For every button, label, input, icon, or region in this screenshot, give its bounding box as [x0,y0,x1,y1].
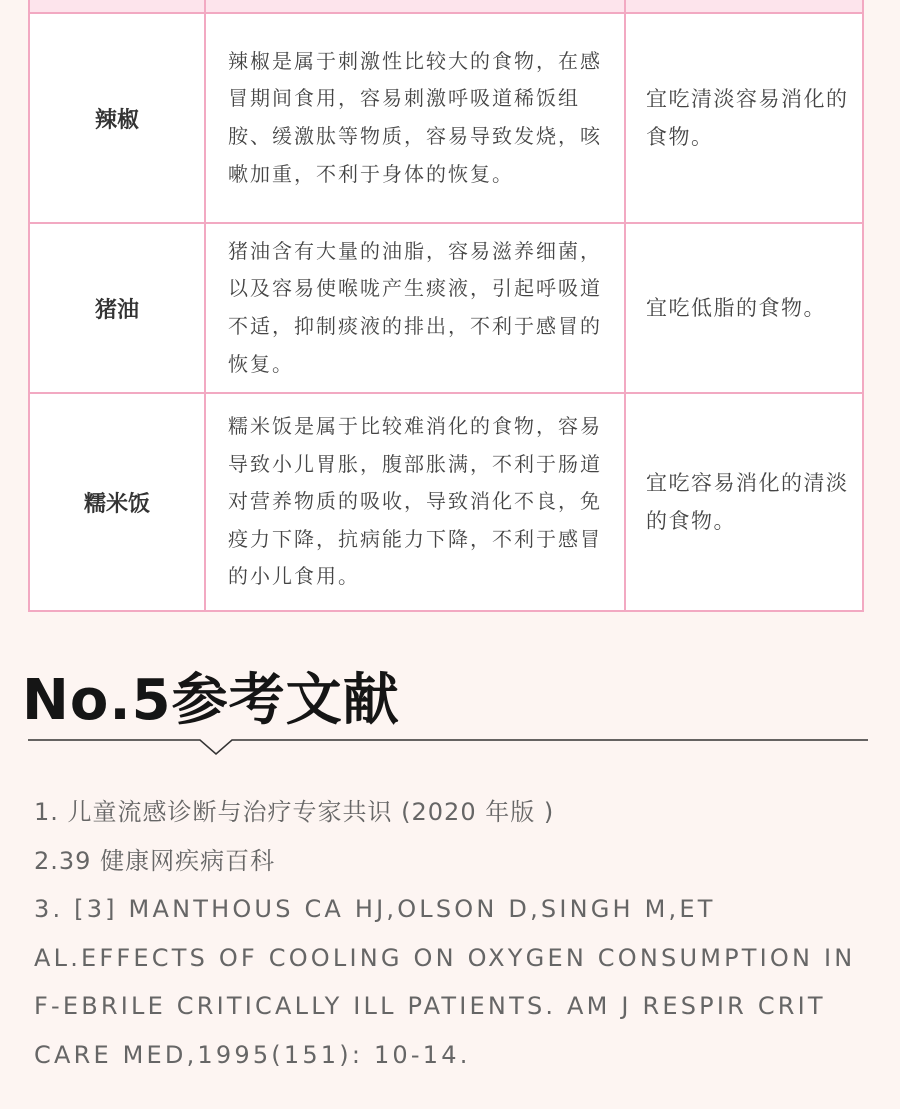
reference-item: 2.39 健康网疾病百科 [34,846,276,875]
food-name: 糯米饭 [83,491,150,517]
table-row-chili [30,14,862,222]
reference-list [34,788,874,1079]
food-name: 猪油 [94,297,139,323]
food-name: 辣椒 [94,107,139,133]
food-reason: 猪油含有大量的油脂，容易滋养细菌，以及容易使喉咙产生痰液，引起呼吸道不适，抑制痰液的排出，不利于感冒的恢复。 [228,238,602,376]
food-advice: 宜吃容易消化的清淡的食物。 [646,471,849,533]
table-row-lard [30,224,862,392]
food-reason: 糯米饭是属于比较难消化的食物，容易导致小儿胃胀，腹部胀满，不利于肠道对营养物质的吸收，导致消化不良，免疫力下降，抗病能力下降，不利于感冒的小儿食用。 [228,414,602,589]
table-header-strip [30,0,862,14]
food-reason: 辣椒是属于刺激性比较大的食物，在感冒期间食用，容易刺激呼吸道稀饭组胺、缓激肽等物质，容易导致发烧，咳嗽加重，不利于身体的恢复。 [228,48,602,186]
reference-item: 3. [3] MANTHOUS CA HJ,OLSON D,SINGH M,ET AL.EFFECTS OF COOLING ON OXYGEN CONSUMPTION IN F-EBRILE CRITICALLY ILL PATIENTS. AM J RESPIR CRIT CARE MED,1995(151): 10-14. [34,895,856,1069]
food-advice: 宜吃低脂的食物。 [646,296,826,320]
section-title: No.5参考文献 [22,668,400,733]
reference-item: 1. 儿童流感诊断与治疗专家共识 (2020 年版 ) [34,798,555,826]
section-divider [28,732,868,756]
food-advice: 宜吃清淡容易消化的食物。 [646,87,849,149]
food-table [28,0,864,612]
table-row-glutinous-rice [30,394,862,610]
